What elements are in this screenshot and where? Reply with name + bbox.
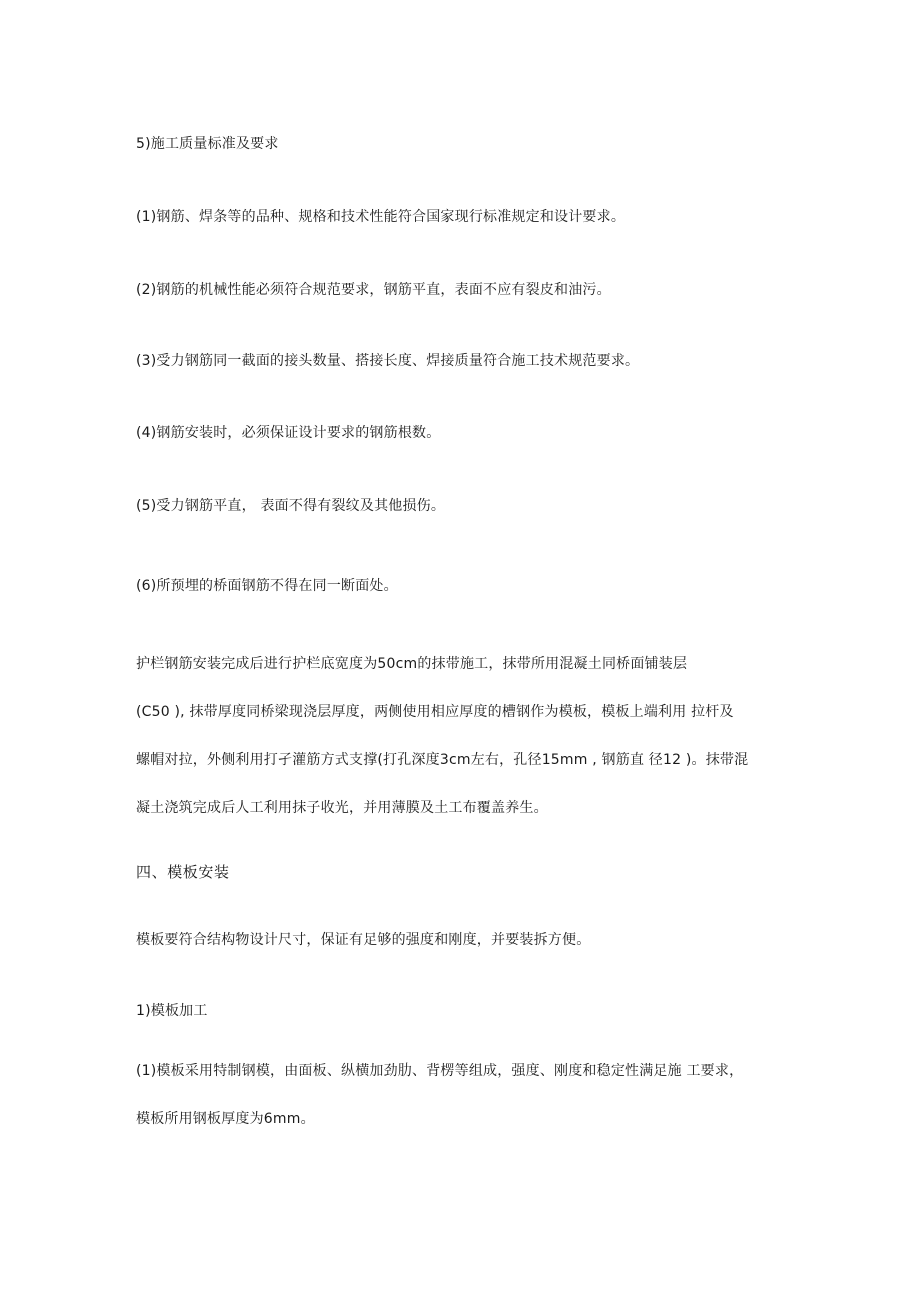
requirement-item-5: (5)受力钢筋平直， 表面不得有裂纹及其他损伤。: [136, 498, 446, 514]
guardrail-paragraph-line-1: 护栏钢筋安装完成后进行护栏底宽度为50cm的抹带施工，抹带所用混凝土同桥面铺装层: [136, 656, 688, 672]
formwork-item-1-line-1: (1)模板采用特制钢模，由面板、纵横加劲肋、背楞等组成，强度、刚度和稳定性满足施 工要求，: [136, 1063, 744, 1079]
requirement-item-1: (1)钢筋、焊条等的品种、规格和技术性能符合国家现行标准规定和设计要求。: [136, 209, 626, 225]
section5-title: 5)施工质量标准及要求: [136, 136, 279, 152]
guardrail-paragraph-line-4: 凝土浇筑完成后人工利用抹子收光，并用薄膜及土工布覆盖养生。: [136, 800, 548, 816]
guardrail-paragraph-line-2: (C50 ), 抹带厚度同桥梁现浇层厚度，两侧使用相应厚度的槽钢作为模板，模板上端利用 拉杆及: [136, 704, 734, 720]
section4-title: 四、模板安装: [136, 863, 230, 881]
requirement-item-3: (3)受力钢筋同一截面的接头数量、搭接长度、焊接质量符合施工技术规范要求。: [136, 353, 640, 369]
subsection1-title: 1)模板加工: [136, 1003, 208, 1019]
requirement-item-4: (4)钢筋安装时，必须保证设计要求的钢筋根数。: [136, 425, 441, 441]
requirement-item-2: (2)钢筋的机械性能必须符合规范要求，钢筋平直，表面不应有裂皮和油污。: [136, 282, 611, 298]
requirement-item-6: (6)所预埋的桥面钢筋不得在同一断面处。: [136, 578, 398, 594]
formwork-item-1-line-2: 模板所用钢板厚度为6mm。: [136, 1111, 315, 1127]
formwork-intro: 模板要符合结构物设计尺寸，保证有足够的强度和刚度，并要装拆方便。: [136, 932, 591, 948]
guardrail-paragraph-line-3: 螺帽对拉，外侧利用打孑灌筋方式支撑(打孔深度3cm左右，孔径15mm , 钢筋直 径12 )。抹带混: [136, 752, 749, 768]
